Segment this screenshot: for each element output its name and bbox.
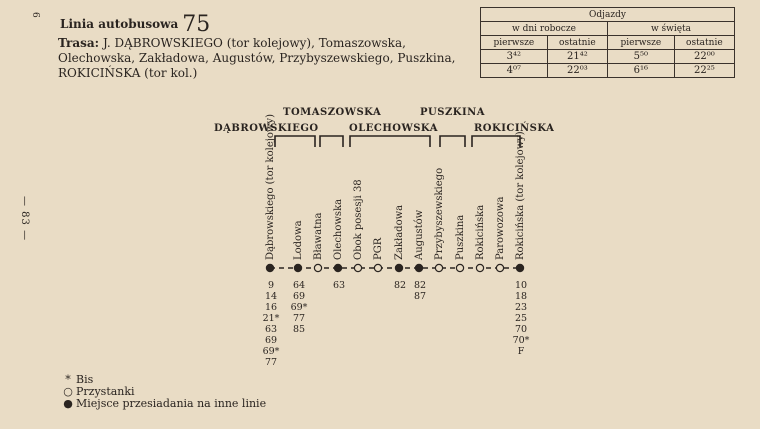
departure-cell: 3⁴² (481, 50, 548, 64)
asterisk-icon: * (65, 373, 71, 386)
stop-label: Bławatna (313, 212, 324, 260)
transfer-stop-marker (294, 264, 301, 271)
connection-line-number: 9 (267, 280, 275, 291)
street-label-rokicinska: ROKICIŃSKA (474, 123, 555, 134)
bracket-tomaszowska (320, 136, 343, 147)
departure-cell: 22⁰³ (547, 64, 607, 78)
stop-label: PGR (373, 237, 384, 260)
departures-header: Odjazdy (481, 8, 735, 22)
stop-marker (435, 264, 442, 271)
street-label-tomaszowska: TOMASZOWSKA (283, 107, 382, 118)
group-weekdays: w dni robocze (481, 22, 608, 36)
bracket-puszkina (440, 136, 465, 147)
connection-line-number: 63 (264, 324, 278, 335)
connection-line-number: 14 (264, 291, 278, 302)
connection-line-number: 64 (292, 280, 306, 291)
stop-marker (496, 264, 503, 271)
stop-label: Parowozowa (495, 196, 506, 260)
open-circle-icon: ○ (63, 385, 73, 398)
legend-item (60, 398, 266, 410)
connections-list (408, 280, 432, 302)
connections-list (509, 280, 533, 357)
connection-line-number: 87 (413, 291, 427, 302)
connection-line-number: 25 (514, 313, 528, 324)
connection-line-number: 82 (393, 280, 407, 291)
connections-list (327, 280, 351, 291)
connection-line-number: 10 (514, 280, 528, 291)
stop-label: Augustów (414, 209, 425, 260)
connection-line-number: 63 (332, 280, 346, 291)
connection-line-number: 82 (413, 280, 427, 291)
bracket-olechowska (350, 136, 430, 147)
stop-label: Zakładowa (394, 204, 405, 260)
stop-label: Puszkina (455, 214, 466, 260)
col-last: ostatnie (674, 36, 734, 50)
stop-label: Rokicińska (475, 204, 486, 260)
connection-line-number: F (517, 346, 525, 357)
transfer-stop-marker (334, 264, 341, 271)
stop-label: Olechowska (333, 198, 344, 260)
page-number: — 83 — (19, 196, 30, 242)
connection-line-number: 18 (514, 291, 528, 302)
connection-line-number: 69* (290, 302, 308, 313)
connection-line-number: 16 (264, 302, 278, 313)
stop-marker (476, 264, 483, 271)
line-title-prefix: Linia autobusowa (60, 17, 179, 31)
transfer-stop-marker (415, 264, 422, 271)
stop-marker (374, 264, 381, 271)
connection-line-number: 69 (292, 291, 306, 302)
street-label-dabrowskiego: DĄBROWSKIEGO (214, 123, 319, 134)
stop-label: Obok posesji 38 (353, 179, 364, 260)
col-first: pierwsze (607, 36, 674, 50)
stop-label: Dąbrowskiego (tor kolejowy) (265, 114, 276, 260)
departure-cell: 22⁰⁰ (674, 50, 734, 64)
legend-text: Bis (76, 373, 94, 386)
route-label: Trasa: (58, 36, 100, 50)
col-last: ostatnie (547, 36, 607, 50)
connection-line-number: 70* (512, 335, 530, 346)
legend (60, 374, 266, 410)
transfer-stop-marker (395, 264, 402, 271)
route-text: J. DĄBROWSKIEGO (tor kolejowy), Tomaszowska, Olechowska, Zakładowa, Augustów, Przybyszewskiego, Puszkina, ROKICIŃSKA (tor kol.) (58, 36, 456, 80)
departure-cell: 6¹⁶ (607, 64, 674, 78)
transfer-stop-marker (516, 264, 523, 271)
connection-line-number: 23 (514, 302, 528, 313)
filled-circle-icon: ● (63, 397, 73, 410)
street-label-puszkina: PUSZKINA (420, 107, 486, 118)
street-label-olechowska: OLECHOWSKA (349, 123, 438, 134)
line-number: 75 (182, 12, 211, 37)
stop-label: Rokicińska (tor kolejowy) (515, 131, 526, 260)
connections-list (287, 280, 311, 335)
legend-text: Przystanki (76, 385, 135, 398)
departure-cell: 22²⁵ (674, 64, 734, 78)
stop-marker (314, 264, 321, 271)
departure-cell: 21⁴² (547, 50, 607, 64)
stop-marker (354, 264, 361, 271)
stop-label: Przybyszewskiego (434, 167, 445, 260)
col-first: pierwsze (481, 36, 548, 50)
transfer-stop-marker (266, 264, 273, 271)
group-holidays: w święta (607, 22, 734, 36)
stop-label: Lodowa (293, 220, 304, 260)
connection-line-number: 77 (264, 357, 278, 368)
connection-line-number: 69* (262, 346, 280, 357)
stop-markers (266, 264, 523, 271)
connection-line-number: 21* (262, 313, 280, 324)
legend-text: Miejsce przesiadania na inne linie (76, 397, 267, 410)
bracket-rokicinska (472, 136, 520, 147)
page-mark: 6 (30, 12, 40, 18)
departure-cell: 4⁰⁷ (481, 64, 548, 78)
connection-line-number: 85 (292, 324, 306, 335)
connection-line-number: 69 (264, 335, 278, 346)
connection-line-number: 70 (514, 324, 528, 335)
bracket-dabrowskiego (275, 136, 315, 147)
connections-list (259, 280, 283, 368)
connection-line-number: 77 (292, 313, 306, 324)
stop-marker (456, 264, 463, 271)
departure-cell: 5⁵⁰ (607, 50, 674, 64)
